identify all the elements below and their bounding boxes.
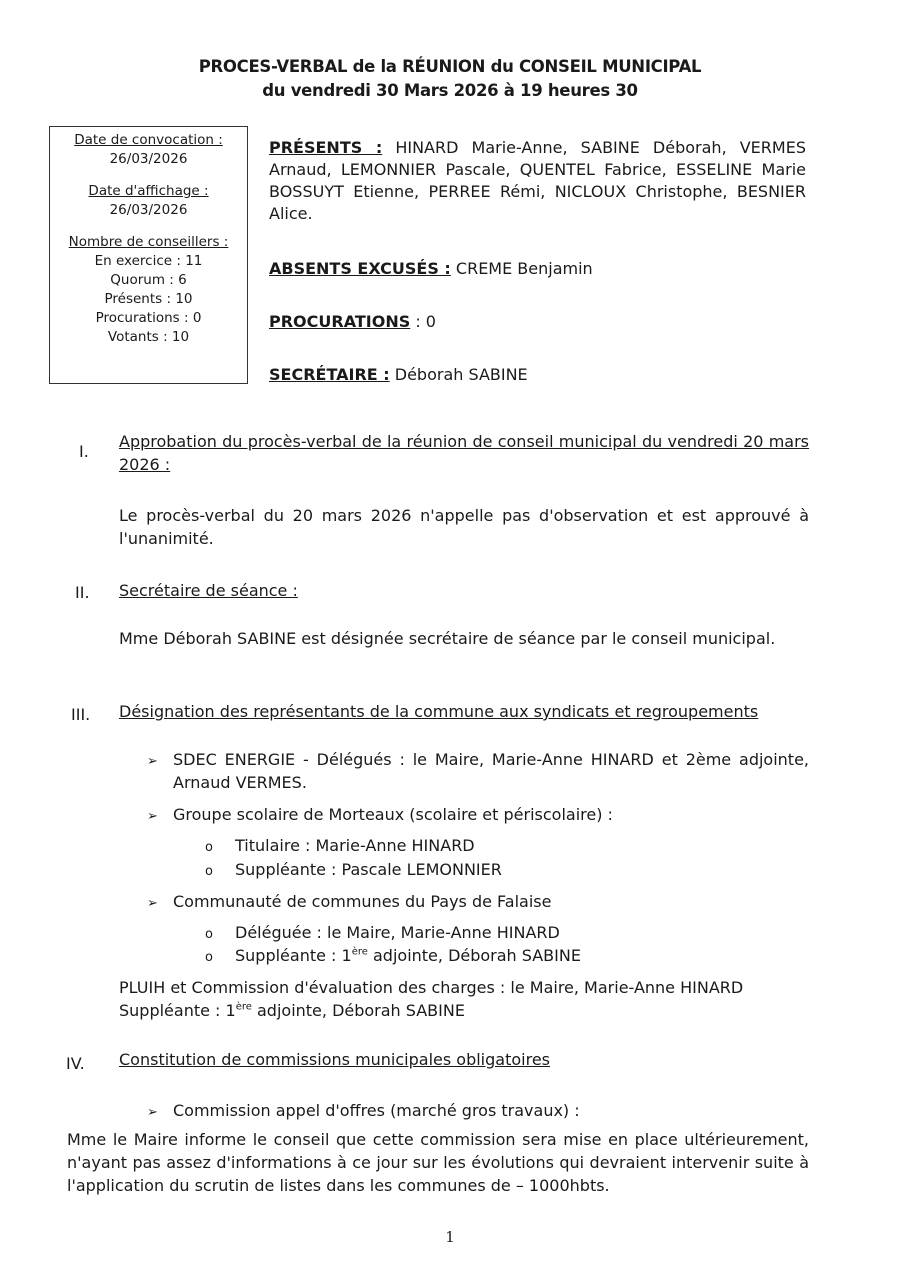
section-4-body: Mme le Maire informe le conseil que cette commission sera mise en place ultérieurement, n'ayant pas assez d'informations à ce jour sur les évolutions qui devraient intervenir suite à l'application du scrutin de listes dans les communes de – 1000hbts. <box>67 1130 809 1195</box>
arrow-bullet-icon: ➢ <box>147 809 158 824</box>
document-subtitle: du vendredi 30 Mars 2026 à 19 heures 30 <box>262 81 638 100</box>
communaute-communes: Communauté de communes du Pays de Falaise <box>173 892 552 911</box>
section-3-heading: Désignation des représentants de la commune aux syndicats et regroupements <box>119 702 759 721</box>
pluih-suppleante: Suppléante : 1ère adjointe, Déborah SABINE <box>119 1001 465 1020</box>
circle-bullet-icon: o <box>205 950 213 965</box>
section-1-body: Le procès-verbal du 20 mars 2026 n'appelle pas d'observation et est approuvé à l'unanimité. <box>119 506 809 548</box>
section-4-number: IV. <box>66 1054 85 1073</box>
absents-label: ABSENTS EXCUSÉS : <box>269 259 451 278</box>
section-2-heading: Secrétaire de séance : <box>119 581 298 600</box>
circle-bullet-icon: o <box>205 840 213 855</box>
section-1-number: I. <box>79 442 89 461</box>
votants-count: Votants : 10 <box>107 329 190 345</box>
groupe-scolaire: Groupe scolaire de Morteaux (scolaire et périscolaire) : <box>173 805 613 824</box>
convocation-date: 26/03/2026 <box>109 151 188 167</box>
secretaire-label: SECRÉTAIRE : <box>269 365 390 384</box>
sdec-delegues: SDEC ENERGIE - Délégués : le Maire, Marie-Anne HINARD et 2ème adjointe, Arnaud VERMES. <box>173 750 809 792</box>
section-1-heading: Approbation du procès-verbal de la réunion de conseil municipal du vendredi 20 mars 2026 : <box>119 432 809 474</box>
document-title: PROCES-VERBAL de la RÉUNION du CONSEIL MUNICIPAL <box>198 57 702 76</box>
arrow-bullet-icon: ➢ <box>147 754 158 769</box>
quorum-count: Quorum : 6 <box>110 272 187 288</box>
section-2-body: Mme Déborah SABINE est désignée secrétaire de séance par le conseil municipal. <box>119 629 776 648</box>
affichage-date: 26/03/2026 <box>109 202 188 218</box>
procurations-value: : 0 <box>415 312 436 331</box>
presents-list: HINARD Marie-Anne, SABINE Déborah, VERMES Arnaud, LEMONNIER Pascale, QUENTEL Fabrice, ESSELINE Marie BOSSUYT Etienne, PERREE Rémi, NICLOUX Christophe, BESNIER Alice. <box>269 138 806 223</box>
absents-list: CREME Benjamin <box>455 259 593 278</box>
groupe-scolaire-suppleante: Suppléante : Pascale LEMONNIER <box>235 860 502 879</box>
circle-bullet-icon: o <box>205 864 213 879</box>
presents-label: PRÉSENTS : <box>269 138 383 157</box>
info-box <box>49 126 248 384</box>
procurations-block <box>269 311 806 333</box>
convocation-label: Date de convocation : <box>74 132 223 148</box>
section-3-number: III. <box>71 705 91 724</box>
section-2-number: II. <box>75 583 90 602</box>
presents-block <box>269 137 806 225</box>
pluih-line: PLUIH et Commission d'évaluation des charges : le Maire, Marie-Anne HINARD <box>119 978 744 997</box>
section-4-heading: Constitution de commissions municipales obligatoires <box>119 1050 550 1069</box>
communaute-deleguee: Déléguée : le Maire, Marie-Anne HINARD <box>235 923 560 942</box>
arrow-bullet-icon: ➢ <box>147 896 158 911</box>
circle-bullet-icon: o <box>205 927 213 942</box>
exercice-count: En exercice : 11 <box>94 253 203 269</box>
presents-count: Présents : 10 <box>104 291 193 307</box>
procurations-label: PROCURATIONS <box>269 312 411 331</box>
commission-appel-offres: Commission appel d'offres (marché gros travaux) : <box>173 1101 580 1120</box>
secretaire-block <box>269 364 806 386</box>
affichage-label: Date d'affichage : <box>88 183 209 199</box>
procurations-count: Procurations : 0 <box>95 310 202 326</box>
absents-block <box>269 258 806 280</box>
conseillers-label: Nombre de conseillers : <box>68 234 229 250</box>
groupe-scolaire-titulaire: Titulaire : Marie-Anne HINARD <box>235 836 475 855</box>
arrow-bullet-icon: ➢ <box>147 1105 158 1120</box>
page-number: 1 <box>445 1228 455 1246</box>
communaute-suppleante: Suppléante : 1ère adjointe, Déborah SABINE <box>235 946 581 965</box>
secretaire-value: Déborah SABINE <box>394 365 528 384</box>
